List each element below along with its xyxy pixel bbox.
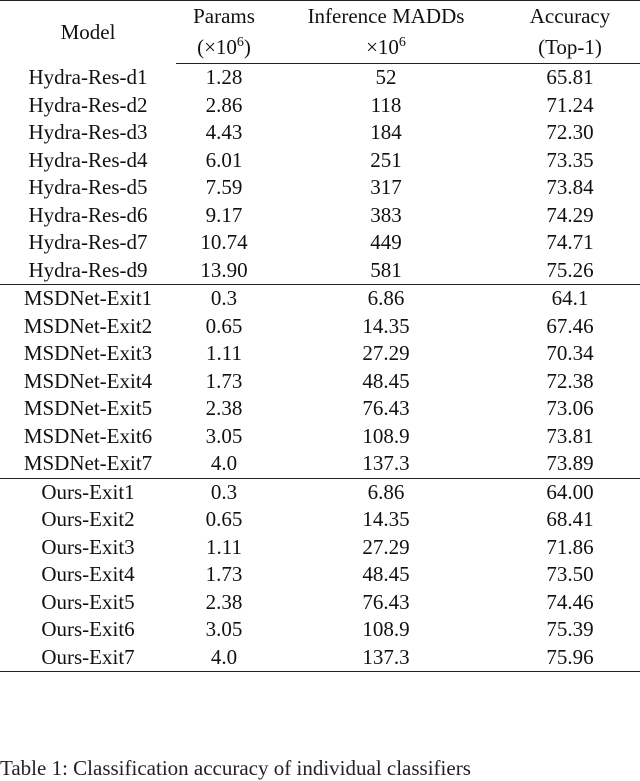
cell-madds: 108.9 <box>362 617 410 642</box>
cell-params: 1.28 <box>205 65 243 90</box>
table-row <box>0 202 640 230</box>
cell-params: 6.01 <box>205 147 243 172</box>
cell-madds: 27.29 <box>362 534 410 559</box>
cell-model: MSDNet-Exit1 <box>0 285 176 313</box>
cell-accuracy: 64.00 <box>500 478 640 506</box>
cell-accuracy: 72.38 <box>546 368 594 393</box>
cell-madds: 137.3 <box>272 644 500 672</box>
header-accuracy-sub: (Top-1) <box>500 32 640 64</box>
table-row <box>0 534 640 562</box>
cell-accuracy: 75.26 <box>546 257 594 282</box>
cell-accuracy: 73.06 <box>546 396 594 421</box>
msdnet-group <box>0 285 640 479</box>
cell-params: 2.86 <box>205 92 243 117</box>
table-row <box>0 340 640 368</box>
cell-accuracy: 64.1 <box>500 285 640 313</box>
cell-model: Hydra-Res-d1 <box>28 65 148 89</box>
cell-accuracy: 70.34 <box>546 341 594 366</box>
cell-params: 4.43 <box>205 120 243 145</box>
cell-accuracy: 73.50 <box>546 562 594 587</box>
cell-model: Ours-Exit7 <box>0 644 176 672</box>
cell-params: 0.3 <box>176 478 272 506</box>
cell-model: Hydra-Res-d3 <box>28 120 148 145</box>
cell-model: Ours-Exit3 <box>41 534 135 559</box>
cell-params: 9.17 <box>205 202 243 227</box>
table-row <box>0 119 640 147</box>
table-row <box>0 92 640 120</box>
cell-madds: 137.3 <box>362 451 410 476</box>
cell-model: Ours-Exit4 <box>41 562 135 587</box>
cell-model: Ours-Exit2 <box>41 507 135 532</box>
cell-madds: 118 <box>370 92 402 117</box>
cell-model: Hydra-Res-d7 <box>28 230 148 255</box>
cell-madds: 317 <box>370 175 402 200</box>
cell-params: 0.3 <box>176 285 272 313</box>
table-row <box>0 313 640 341</box>
cell-madds: 48.45 <box>362 562 410 587</box>
cell-params: 1.11 <box>206 341 242 366</box>
cell-accuracy: 73.89 <box>546 451 594 476</box>
cell-accuracy: 67.46 <box>546 313 594 338</box>
cell-accuracy: 74.29 <box>546 202 594 227</box>
table-row <box>0 506 640 534</box>
cell-params: 3.05 <box>205 617 243 642</box>
table-row <box>0 450 640 478</box>
cell-accuracy: 68.41 <box>546 507 594 532</box>
cell-accuracy: 65.81 <box>546 65 594 90</box>
cell-model: Hydra-Res-d6 <box>28 202 148 227</box>
cell-params: 4.0 <box>210 451 238 476</box>
table-row <box>0 229 640 257</box>
cell-params: 1.73 <box>205 562 243 587</box>
cell-accuracy: 72.30 <box>546 120 594 145</box>
cell-params: 10.74 <box>200 230 248 255</box>
cell-madds: 251 <box>370 147 402 172</box>
cell-params: 7.59 <box>205 175 243 200</box>
cell-madds: 6.86 <box>272 285 500 313</box>
cell-madds: 52 <box>375 65 397 90</box>
cell-model: MSDNet-Exit3 <box>23 341 153 366</box>
cell-accuracy: 74.46 <box>546 589 594 614</box>
table-caption: Table 1: Classification accuracy of individual classifiers <box>0 756 471 780</box>
cell-params: 2.38 <box>205 396 243 421</box>
cell-madds: 449 <box>370 230 402 255</box>
header-params-unit: $(\times 10^6)$ <box>176 32 272 64</box>
cell-model: Hydra-Res-d4 <box>28 147 148 172</box>
cell-params: 3.05 <box>205 423 243 448</box>
table-header <box>0 1 640 64</box>
header-params: Params <box>176 1 272 33</box>
header-model: Model <box>0 1 176 64</box>
cell-params: 1.73 <box>205 368 243 393</box>
table-row <box>0 478 640 506</box>
cell-params: 0.65 <box>205 313 243 338</box>
cell-params: 0.65 <box>205 507 243 532</box>
cell-accuracy: 75.96 <box>500 644 640 672</box>
table-row <box>0 589 640 617</box>
cell-params: 1.11 <box>206 534 242 559</box>
cell-model: Ours-Exit1 <box>0 478 176 506</box>
cell-accuracy: 73.81 <box>546 423 594 448</box>
cell-madds: 184 <box>370 120 402 145</box>
cell-madds: 6.86 <box>272 478 500 506</box>
cell-madds: 76.43 <box>362 589 410 614</box>
cell-model: Hydra-Res-d5 <box>28 175 148 200</box>
hydra-group <box>0 64 640 285</box>
header-madds-unit: $\times 10^6$ <box>272 32 500 64</box>
table-row <box>0 616 640 644</box>
cell-madds: 76.43 <box>362 396 410 421</box>
cell-model: MSDNet-Exit7 <box>23 451 153 476</box>
cell-accuracy: 71.24 <box>546 92 594 117</box>
cell-madds: 14.35 <box>362 313 410 338</box>
cell-model: Ours-Exit5 <box>41 589 135 614</box>
cell-madds: 383 <box>370 202 402 227</box>
table-row <box>0 147 640 175</box>
cell-accuracy: 75.39 <box>546 617 594 642</box>
table-row <box>0 368 640 396</box>
cell-params: 13.90 <box>200 257 248 282</box>
cell-accuracy: 71.86 <box>546 534 594 559</box>
table-row <box>0 285 640 313</box>
cell-model: MSDNet-Exit6 <box>23 423 153 448</box>
cell-model: MSDNet-Exit5 <box>23 396 153 421</box>
cell-madds: 581 <box>370 257 402 282</box>
table-row <box>0 64 640 92</box>
cell-model: MSDNet-Exit4 <box>23 368 153 393</box>
cell-model: Hydra-Res-d2 <box>28 92 148 117</box>
cell-model: Hydra-Res-d9 <box>28 257 148 282</box>
cell-model: MSDNet-Exit2 <box>23 313 153 338</box>
cell-params: 4.0 <box>176 644 272 672</box>
table-row <box>0 561 640 589</box>
table-row <box>0 423 640 451</box>
header-accuracy: Accuracy <box>500 1 640 33</box>
cell-madds: 14.35 <box>362 507 410 532</box>
cell-madds: 108.9 <box>362 423 410 448</box>
table-row <box>0 395 640 423</box>
cell-accuracy: 74.71 <box>546 230 594 255</box>
table-row <box>0 174 640 202</box>
cell-madds: 27.29 <box>362 341 410 366</box>
ours-group <box>0 478 640 672</box>
table-row <box>0 257 640 285</box>
table-row <box>0 644 640 672</box>
cell-model: Ours-Exit6 <box>41 617 135 642</box>
cell-accuracy: 73.35 <box>546 147 594 172</box>
cell-params: 2.38 <box>205 589 243 614</box>
header-madds: Inference MADDs <box>272 1 500 33</box>
cell-madds: 48.45 <box>362 368 410 393</box>
cell-accuracy: 73.84 <box>546 175 594 200</box>
